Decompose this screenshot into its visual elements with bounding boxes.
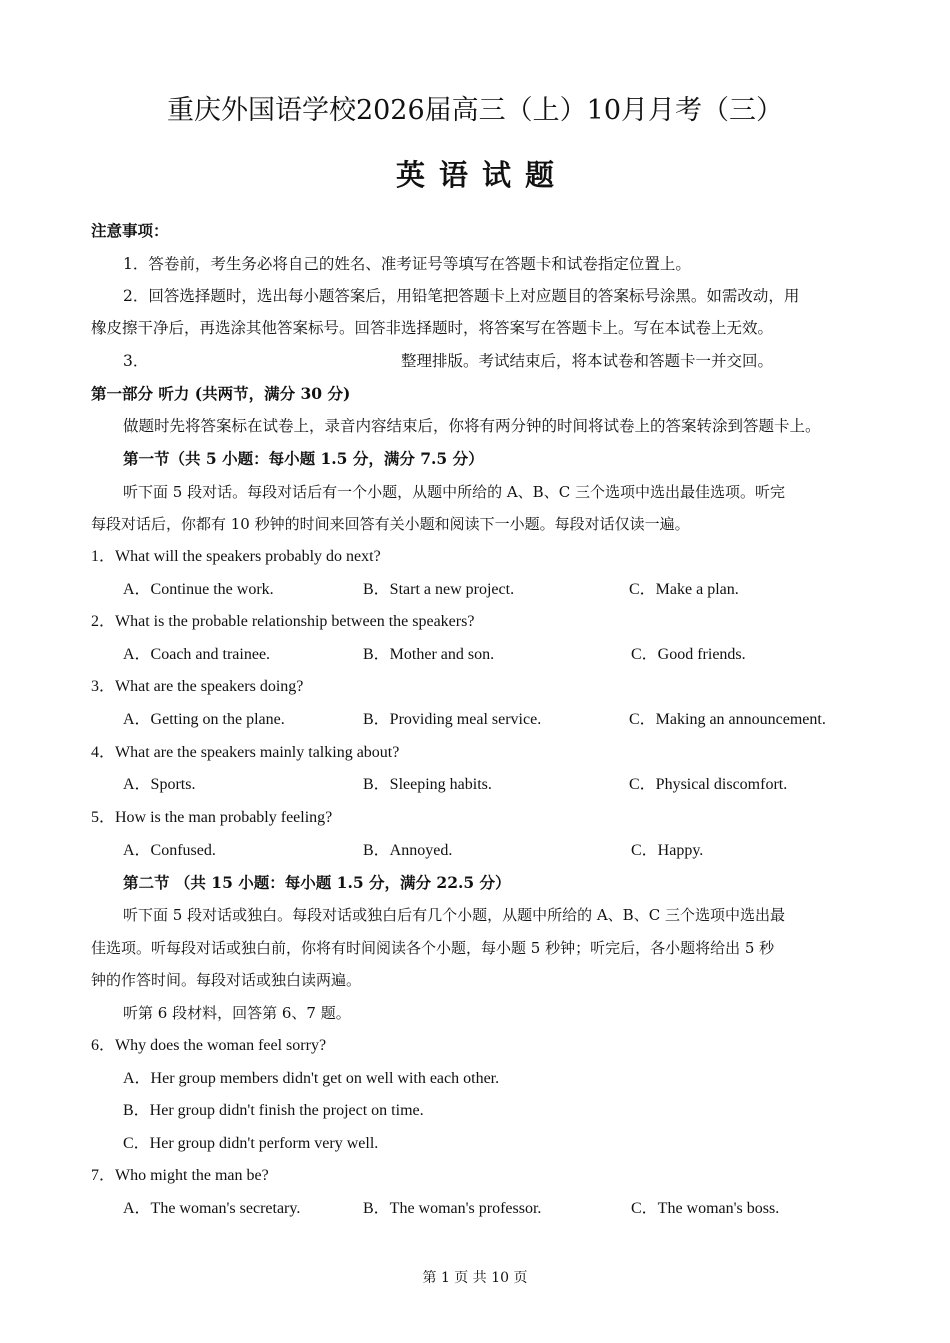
section2-instruction-line-2: 佳选项。听每段对话或独白前，你将有时间阅读各个小题，每小题 5 秒钟；听完后，各小题将给出 5 秒: [91, 939, 775, 957]
notes-item-2-line-2: 橡皮擦干净后，再选涂其他答案标号。回答非选择题时，将答案写在答题卡上。写在本试卷上无效。: [91, 319, 774, 337]
section1-heading: 第一节（共 5 小题：每小题 1.5 分，满分 7.5 分）: [123, 449, 484, 468]
question-5: 5．How is the man probably feeling?: [91, 809, 333, 826]
question-5-option-a: A．Confused.: [123, 842, 216, 859]
question-7: 7．Who might the man be?: [91, 1167, 269, 1184]
question-3-option-a: A．Getting on the plane.: [123, 711, 285, 728]
page-subtitle: 英语试题: [395, 158, 568, 192]
question-4: 4．What are the speakers mainly talking about?: [91, 744, 400, 761]
material-6-note: 听第 6 段材料，回答第 6、7 题。: [123, 1004, 351, 1022]
question-1: 1．What will the speakers probably do next?: [91, 548, 381, 565]
notes-item-3-text: 整理排版。考试结束后，将本试卷和答题卡一并交回。: [401, 352, 774, 370]
question-4-option-c: C．Physical discomfort.: [629, 776, 788, 793]
question-6-option-c: C．Her group didn't perform very well.: [123, 1135, 379, 1152]
question-1-option-a: A．Continue the work.: [123, 581, 274, 598]
question-7-option-c: C．The woman's boss.: [631, 1200, 780, 1217]
page-title: 重庆外国语学校2026届高三（上）10月月考（三）: [166, 95, 784, 126]
section1-instruction-line-1: 听下面 5 段对话。每段对话后有一个小题，从题中所给的 A、B、C 三个选项中选出最佳选项。听完: [123, 483, 785, 501]
section1-instruction-line-2: 每段对话后，你都有 10 秒钟的时间来回答有关小题和阅读下一小题。每段对话仅读一遍。: [91, 515, 690, 533]
question-2-option-c: C．Good friends.: [631, 646, 746, 663]
question-1-option-b: B．Start a new project.: [363, 581, 515, 598]
question-5-option-b: B．Annoyed.: [363, 842, 453, 859]
question-7-option-a: A．The woman's secretary.: [123, 1200, 301, 1217]
question-2-option-b: B．Mother and son.: [363, 646, 495, 663]
question-6-option-a: A．Her group members didn't get on well with each other.: [123, 1070, 500, 1087]
question-2-option-a: A．Coach and trainee.: [123, 646, 271, 663]
question-4-option-b: B．Sleeping habits.: [363, 776, 492, 793]
question-4-option-a: A．Sports.: [123, 776, 196, 793]
question-3-option-c: C．Making an announcement.: [629, 711, 826, 728]
question-3: 3．What are the speakers doing?: [91, 678, 304, 695]
question-6: 6．Why does the woman feel sorry?: [91, 1037, 327, 1054]
question-6-option-b: B．Her group didn't finish the project on time.: [123, 1102, 424, 1119]
question-2: 2．What is the probable relationship between the speakers?: [91, 613, 475, 630]
question-3-option-b: B．Providing meal service.: [363, 711, 542, 728]
notes-item-3-number: 3．: [123, 352, 149, 370]
part1-instruction: 做题时先将答案标在试卷上，录音内容结束后，你将有两分钟的时间将试卷上的答案转涂到答题卡上。: [123, 417, 821, 435]
notes-item-2-line-1: 2．回答选择题时，选出每小题答案后，用铅笔把答题卡上对应题目的答案标号涂黑。如需改动，用: [123, 287, 800, 305]
section2-instruction-line-1: 听下面 5 段对话或独白。每段对话或独白后有几个小题，从题中所给的 A、B、C 三个选项中选出最: [123, 906, 785, 924]
section2-heading: 第二节 （共 15 小题：每小题 1.5 分，满分 22.5 分）: [123, 873, 511, 892]
page-footer: 第 1 页 共 10 页: [422, 1270, 528, 1286]
notes-heading: 注意事项：: [91, 221, 169, 240]
question-7-option-b: B．The woman's professor.: [363, 1200, 542, 1217]
section2-instruction-line-3: 钟的作答时间。每段对话或独白读两遍。: [91, 971, 362, 989]
notes-item-1: 1．答卷前，考生务必将自己的姓名、准考证号等填写在答题卡和试卷指定位置上。: [123, 255, 691, 273]
question-1-option-c: C．Make a plan.: [629, 581, 739, 598]
question-5-option-c: C．Happy.: [631, 842, 704, 859]
part1-heading: 第一部分 听力 (共两节，满分 30 分): [91, 384, 351, 403]
